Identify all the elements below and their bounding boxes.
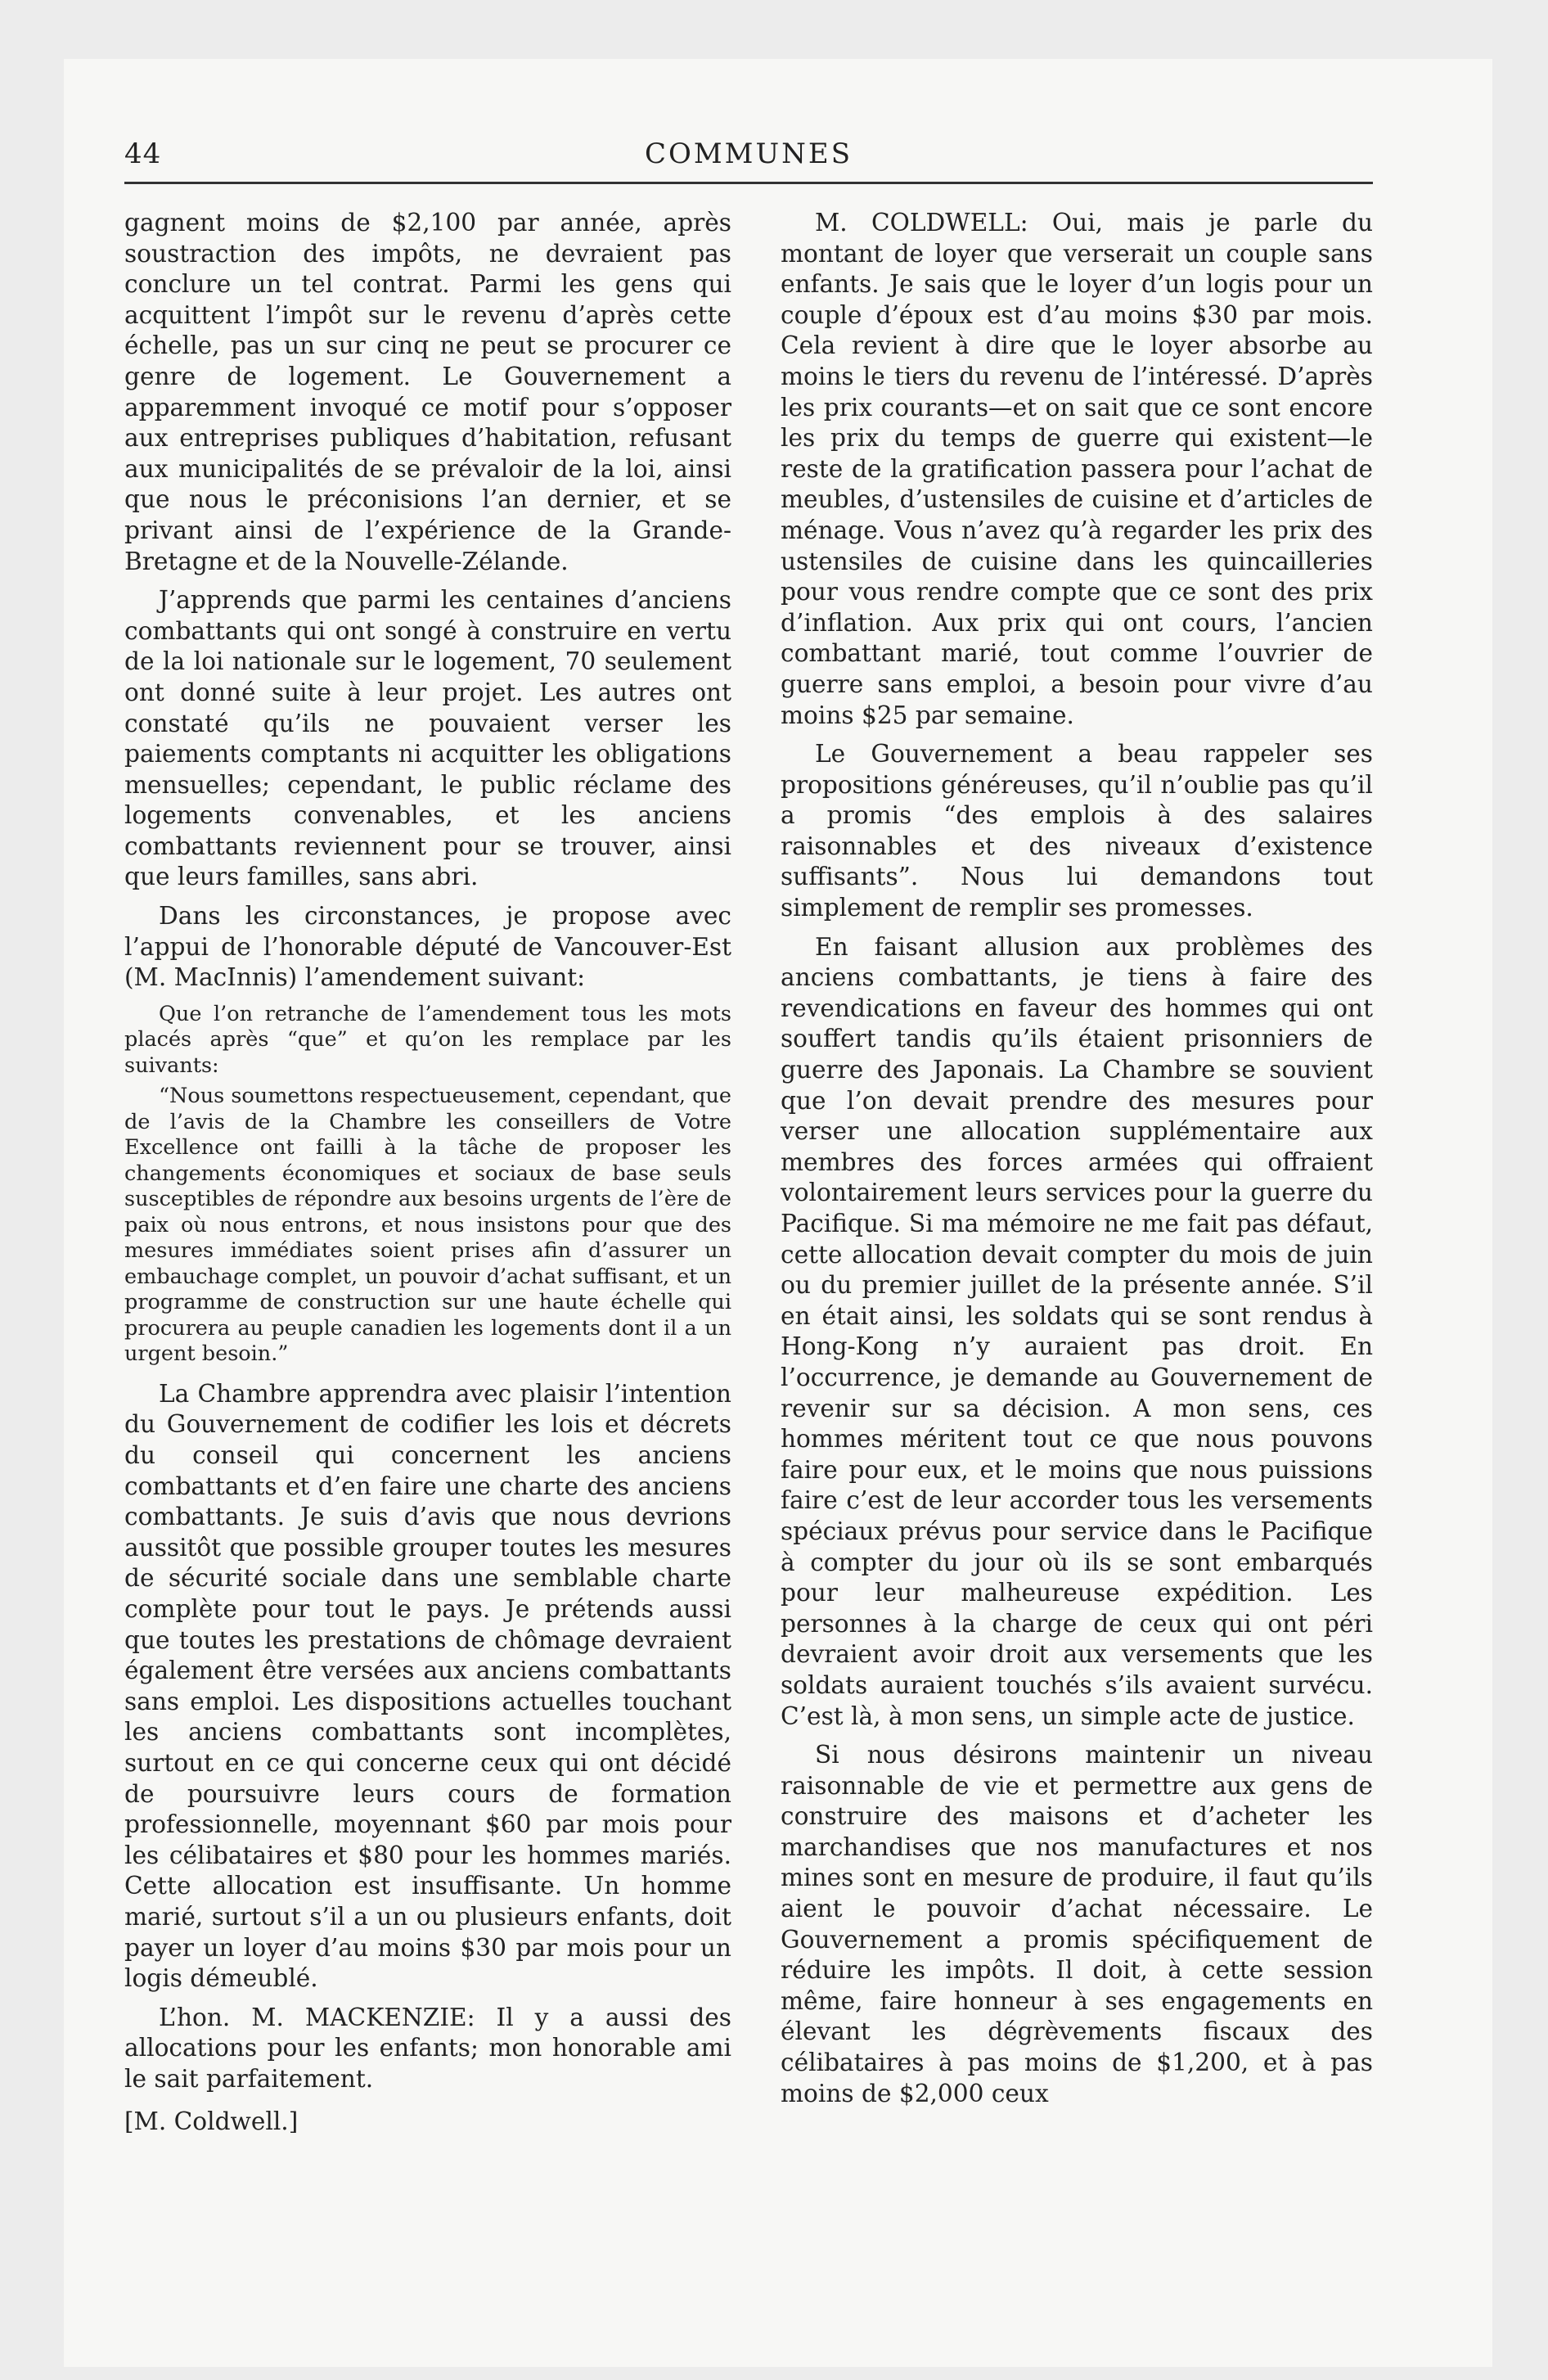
- page-header: [124, 137, 1373, 178]
- left-column: [124, 208, 731, 2145]
- paragraph: M. COLDWELL: Oui, mais je parle du montant de loyer que verserait un couple sans enfants. Je sais que le loyer d’un logis pour un couple d’époux est d’au moins $30 par mois. Cela revient à dire que le loyer absorbe au moins le tiers du revenu de l’intéressé. D’après les prix courants—et on sait que ce sont encore les prix du temps de guerre qui existent—le reste de la gratification passera pour l’achat de meubles, d’ustensiles de cuisine et d’articles de ménage. Vous n’avez qu’à regarder les prix des ustensiles de cuisine dans les quincailleries pour vous rendre compte que ce sont des prix d’inflation. Aux prix qui ont cours, l’ancien combattant marié, tout comme l’ouvrier de guerre sans emploi, a besoin pour vivre d’au moins $25 par semaine.: [781, 209, 1373, 729]
- paragraph: La Chambre apprendra avec plaisir l’intention du Gouvernement de codifier les lois et décrets du conseil qui concernent les anciens combattants et d’en faire une charte des anciens combattants. Je suis d’avis que nous devrions aussitôt que possible grouper toutes les mesures de sécurité sociale dans une semblable charte complète pour tout le pays. Je prétends aussi que toutes les prestations de chômage devraient également être versées aux anciens combattants sans emploi. Les dispositions actuelles touchant les anciens combattants sont incomplètes, surtout en ce qui concerne ceux qui ont décidé de poursuivre leurs cours de formation professionnelle, moyennant $60 par mois pour les célibataires et $80 pour les hommes mariés. Cette allocation est insuffisante. Un homme marié, surtout s’il a un ou plusieurs enfants, doit payer un loyer d’au moins $30 par mois pour un logis démeublé.: [124, 1379, 731, 1993]
- quote-paragraph: “Nous soumettons respectueusement, cependant, que de l’avis de la Chambre les conseillers de Votre Excellence ont failli à la tâche de proposer les changements économiques et sociaux de base seuls susceptibles de répondre aux besoins urgents de l’ère de paix où nous entrons, et nous insistons pour que des mesures immédiates soient prises afin d’assurer un embauchage complet, un pouvoir d’achat suffisant, et un programme de construction sur une haute échelle qui procurera au peuple canadien les logements dont il a un urgent besoin.”: [124, 1084, 731, 1367]
- paragraph: Dans les circonstances, je propose avec l’appui de l’honorable député de Vancouver-Est (M. MacInnis) l’amendement suivant:: [124, 902, 731, 992]
- paragraph: Si nous désirons maintenir un niveau raisonnable de vie et permettre aux gens de construire des maisons et d’acheter les marchandises que nos manufactures et nos mines sont en mesure de produire, il faut qu’ils aient le pouvoir d’achat nécessaire. Le Gouvernement a promis spécifiquement de réduire les impôts. Il doit, à cette session même, faire honneur à ses engagements en élevant les dégrèvements fiscaux des célibataires à pas moins de $1,200, et à pas moins de $2,000 ceux: [781, 1741, 1373, 2107]
- page-number: 44: [124, 137, 162, 170]
- paragraph: L’hon. M. MACKENZIE: Il y a aussi des allocations pour les enfants; mon honorable ami le sait parfaitement.: [124, 2003, 731, 2093]
- quote-paragraph: Que l’on retranche de l’amendement tous les mots placés après “que” et qu’on les remplace par les suivants:: [124, 1001, 731, 1078]
- right-column: [781, 208, 1373, 2117]
- amendment-quote: [124, 1002, 731, 1368]
- paragraph: J’apprends que parmi les centaines d’anciens combattants qui ont songé à construire en vertu de la loi nationale sur le logement, 70 seulement ont donné suite à leur projet. Les autres ont constaté qu’ils ne pouvaient verser les paiements comptants ni acquitter les obligations mensuelles; cependant, le public réclame des logements convenables, et les anciens combattants reviennent pour se trouver, ainsi que leurs familles, sans abri.: [124, 586, 731, 891]
- paragraph: gagnent moins de $2,100 par année, après soustraction des impôts, ne devraient pas conclure un tel contrat. Parmi les gens qui acquittent l’impôt sur le revenu d’après cette échelle, pas un sur cinq ne peut se procurer ce genre de logement. Le Gouvernement a apparemment invoqué ce motif pour s’opposer aux entreprises publiques d’habitation, refusant aux municipalités de se prévaloir de la loi, ainsi que nous le préconisions l’an dernier, et se privant ainsi de l’expérience de la Grande-Bretagne et de la Nouvelle-Zélande.: [124, 209, 731, 575]
- paragraph: Le Gouvernement a beau rappeler ses propositions généreuses, qu’il n’oublie pas qu’il a promis “des emplois à des salaires raisonnables et des niveaux d’existence suffisants”. Nous lui demandons tout simplement de remplir ses promesses.: [781, 740, 1373, 922]
- running-head: COMMUNES: [644, 137, 853, 170]
- paragraph: En faisant allusion aux problèmes des anciens combattants, je tiens à faire des revendications en faveur des hommes qui ont souffert tandis qu’ils étaient prisonniers de guerre des Japonais. La Chambre se souvient que l’on devait prendre des mesures pour verser une allocation supplémentaire aux membres des forces armées qui offraient volontairement leurs services pour la guerre du Pacifique. Si ma mémoire ne me fait pas défaut, cette allocation devait compter du mois de juin ou du premier juillet de la présente année. S’il en était ainsi, les soldats qui se sont rendus à Hong-Kong n’y auraient pas droit. En l’occurrence, je demande au Gouvernement de revenir sur sa décision. A mon sens, ces hommes méritent tout ce que nous pouvons faire pour eux, et le moins que nous puissions faire c’est de leur accorder tous les versements spéciaux prévus pour service dans le Pacifique à compter du jour où ils se sont embarqués pour leur malheureuse expédition. Les personnes à la charge de ceux qui ont péri devraient avoir droit aux versements que les soldats auraient touchés s’ils avaient survécu. C’est là, à mon sens, un simple acte de justice.: [781, 932, 1373, 1730]
- speaker-attribution: [M. Coldwell.]: [124, 2107, 299, 2135]
- header-rule: [124, 182, 1373, 184]
